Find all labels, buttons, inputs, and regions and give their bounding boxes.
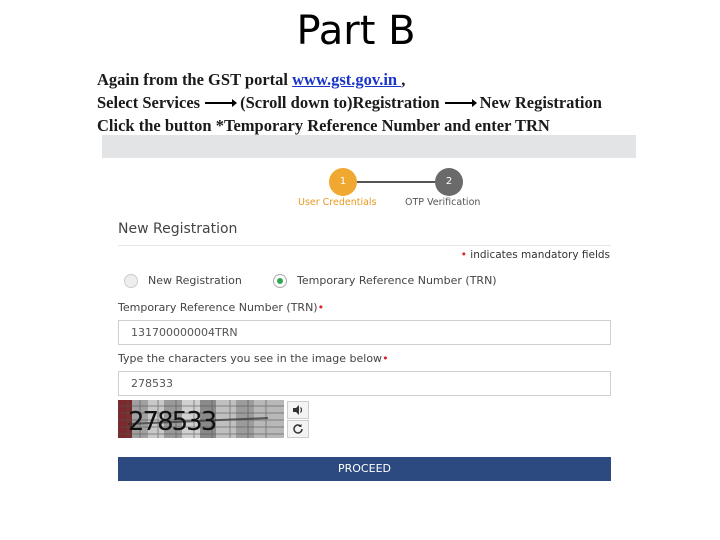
step-1-label: User Credentials — [298, 197, 377, 208]
radio-trn[interactable] — [273, 274, 497, 288]
instruction-services: Select Services — [97, 93, 201, 112]
radio-new-registration[interactable] — [124, 274, 242, 288]
required-star: • — [382, 352, 389, 365]
captcha-input[interactable]: 278533 — [118, 371, 611, 396]
divider — [118, 245, 611, 246]
captcha-label — [118, 352, 389, 365]
refresh-icon[interactable] — [287, 420, 309, 438]
trn-label — [118, 301, 324, 314]
speaker-icon[interactable] — [287, 401, 309, 419]
radio-button-selected[interactable] — [273, 274, 287, 288]
required-star: • — [460, 249, 467, 261]
slide-title: Part B — [296, 8, 416, 54]
captcha-image — [118, 400, 284, 438]
radio-label: New Registration — [148, 274, 242, 287]
step-1-circle: 1 — [329, 168, 357, 196]
gst-portal-link[interactable]: www.gst.gov.in — [292, 70, 402, 89]
proceed-button[interactable]: PROCEED — [118, 457, 611, 481]
trn-input[interactable]: 131700000004TRN — [118, 320, 611, 345]
instruction-text: , — [401, 70, 406, 89]
instruction-text: Again from the GST portal — [97, 70, 293, 89]
instruction-registration: (Scroll down to)Registration — [240, 93, 440, 112]
form-title: New Registration — [118, 221, 238, 237]
portal-top-bar — [102, 135, 636, 158]
mandatory-note-text: indicates mandatory fields — [470, 249, 610, 261]
arrow-right-icon — [205, 102, 235, 104]
radio-label: Temporary Reference Number (TRN) — [297, 274, 497, 287]
step-2-label: OTP Verification — [405, 197, 481, 208]
arrow-right-icon — [445, 102, 475, 104]
captcha-text: 278533 — [128, 407, 216, 437]
instruction-line-2 — [97, 93, 602, 113]
instruction-new-registration: New Registration — [479, 93, 602, 112]
mandatory-note — [440, 249, 610, 261]
progress-steps — [290, 168, 510, 213]
instruction-line-1 — [97, 70, 405, 90]
instruction-line-3: Click the button *Temporary Reference Number and enter TRN — [97, 116, 550, 135]
required-star: • — [317, 301, 325, 314]
captcha-label-text: Type the characters you see in the image below — [118, 352, 383, 365]
radio-button[interactable] — [124, 274, 138, 288]
trn-label-text: Temporary Reference Number (TRN) — [118, 301, 318, 314]
step-2-circle: 2 — [435, 168, 463, 196]
